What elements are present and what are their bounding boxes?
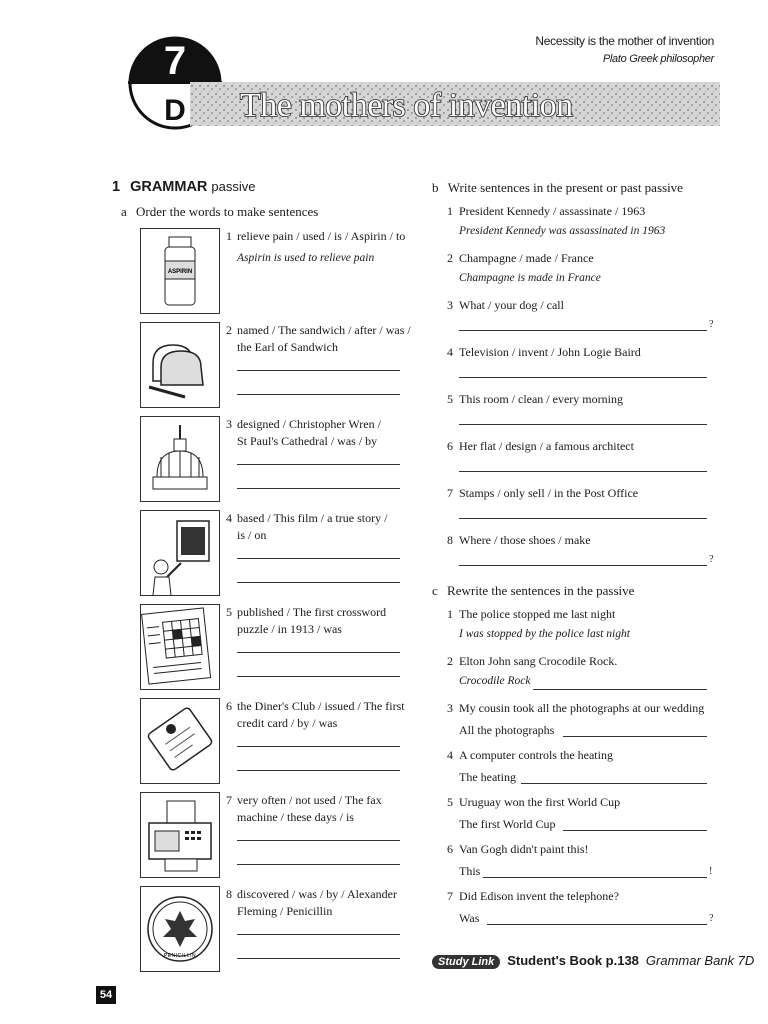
item-answer: Aspirin is used to relieve pain	[237, 252, 375, 264]
item-prompt: A computer controls the heating	[459, 748, 613, 762]
page-title: The mothers of invention	[240, 87, 573, 124]
item-answer: I was stopped by the police last night	[459, 628, 630, 640]
item-prompt: Where / those shoes / make	[459, 533, 591, 547]
item-words-line2: St Paul's Cathedral / was / by	[237, 434, 378, 448]
item-number: 1	[447, 607, 453, 621]
unit-number: 7	[163, 39, 187, 83]
part-b-item	[447, 297, 717, 314]
item-words-line2: puzzle / in 1913 / was	[237, 622, 342, 636]
study-link-badge: Study Link	[432, 955, 500, 969]
part-a-item	[226, 886, 411, 920]
part-b-item	[447, 250, 717, 267]
fax-picture	[140, 792, 220, 878]
item-answer: President Kennedy was assassinated in 1963	[459, 225, 666, 237]
item-words-line1: named / The sandwich / after / was /	[237, 323, 411, 337]
item-start: All the photographs	[459, 723, 555, 737]
answer-line[interactable]	[237, 676, 400, 677]
unit-letter: D	[164, 94, 186, 127]
item-prompt: Did Edison invent the telephone?	[459, 889, 619, 903]
part-b-text: Write sentences in the present or past passive	[447, 180, 683, 195]
part-a-item	[226, 322, 411, 356]
item-words-line1: designed / Christopher Wren /	[237, 417, 381, 431]
item-number: 3	[447, 701, 453, 715]
item-words-line1: published / The first crossword	[237, 605, 387, 619]
answer-line[interactable]	[459, 424, 707, 425]
section-title: GRAMMAR	[130, 179, 208, 195]
answer-line[interactable]	[237, 770, 400, 771]
answer-line[interactable]	[237, 394, 400, 395]
item-number: 8	[226, 887, 232, 901]
item-words-line1: the Diner's Club / issued / The first	[237, 699, 405, 713]
part-b-letter: b	[432, 180, 439, 195]
item-start: The first World Cup	[459, 817, 556, 831]
item-number: 2	[226, 323, 232, 337]
item-words-line1: discovered / was / by / Alexander	[237, 887, 397, 901]
answer-line[interactable]	[237, 746, 400, 747]
item-number: 7	[226, 793, 232, 807]
part-c-text: Rewrite the sentences in the passive	[447, 583, 635, 598]
answer-line[interactable]	[237, 488, 400, 489]
section-subtitle: passive	[211, 179, 256, 194]
item-number: 3	[447, 298, 453, 312]
aspirin-picture	[140, 228, 220, 314]
item-number: 2	[447, 654, 453, 668]
sandwich-picture	[140, 322, 220, 408]
item-number: 5	[226, 605, 232, 619]
item-prompt: President Kennedy / assassinate / 1963	[459, 204, 646, 218]
part-c-letter: c	[432, 583, 438, 598]
item-words-line1: based / This film / a true story /	[237, 511, 388, 525]
answer-line[interactable]	[563, 830, 707, 831]
aspirin-label: ASPIRIN	[167, 269, 193, 275]
item-words-line2: is / on	[237, 528, 267, 542]
answer-line[interactable]	[459, 518, 707, 519]
answer-line[interactable]	[237, 370, 400, 371]
study-link-ref: Grammar Bank 7D	[645, 953, 755, 968]
item-prompt: Elton John sang Crocodile Rock.	[459, 654, 618, 668]
penicillin-label: PENICILLIN	[163, 953, 197, 959]
item-words-line2: machine / these days / is	[237, 810, 354, 824]
part-c-instruction	[432, 583, 634, 599]
answer-line[interactable]	[483, 877, 707, 878]
item-number: 2	[447, 251, 453, 265]
answer-line[interactable]	[237, 840, 400, 841]
item-number: 1	[226, 229, 232, 243]
item-number: 5	[447, 392, 453, 406]
title-banner	[190, 76, 720, 132]
part-b-item	[447, 203, 717, 220]
header-quote	[535, 34, 714, 65]
part-b-item	[447, 532, 717, 549]
part-b-item	[447, 438, 717, 455]
part-a-item	[226, 416, 411, 450]
answer-line[interactable]	[563, 736, 707, 737]
part-c-item	[447, 794, 717, 811]
end-punctuation: ?	[709, 554, 714, 565]
item-words-line2: Fleming / Penicillin	[237, 904, 333, 918]
item-number: 4	[447, 345, 453, 359]
answer-line[interactable]	[459, 565, 707, 566]
part-b-item	[447, 344, 717, 361]
item-number: 7	[447, 486, 453, 500]
item-start: Crocodile Rock	[459, 675, 531, 687]
page-number: 54	[96, 986, 116, 1004]
end-punctuation: ?	[709, 913, 714, 924]
item-start: The heating	[459, 770, 516, 784]
answer-line[interactable]	[237, 558, 400, 559]
answer-line[interactable]	[237, 464, 400, 465]
part-a-item	[226, 604, 411, 638]
answer-line[interactable]	[237, 582, 400, 583]
item-prompt: Uruguay won the first World Cup	[459, 795, 621, 809]
study-link[interactable]	[432, 952, 754, 970]
quote-text: Necessity is the mother of invention	[535, 34, 714, 48]
item-start: This	[459, 864, 481, 878]
part-b-item	[447, 485, 717, 502]
item-number: 5	[447, 795, 453, 809]
part-c-item	[447, 841, 717, 858]
item-prompt: My cousin took all the photographs at our wedding	[459, 701, 705, 715]
crossword-picture	[140, 604, 220, 690]
cathedral-picture	[140, 416, 220, 502]
answer-line[interactable]	[237, 864, 400, 865]
section-heading	[112, 178, 255, 196]
item-number: 1	[447, 204, 453, 218]
item-prompt: What / your dog / call	[459, 298, 564, 312]
item-answer: Champagne is made in France	[459, 272, 601, 284]
item-words-line1: relieve pain / used / is / Aspirin / to	[237, 229, 406, 243]
part-c-item	[447, 747, 717, 764]
part-a-item	[226, 792, 411, 826]
item-number: 4	[226, 511, 232, 525]
answer-line[interactable]	[459, 330, 707, 331]
study-link-text: Student's Book p.138	[507, 953, 639, 968]
part-c-item	[447, 606, 717, 623]
answer-line[interactable]	[459, 471, 707, 472]
item-prompt: Stamps / only sell / in the Post Office	[459, 486, 639, 500]
item-number: 6	[226, 699, 232, 713]
item-prompt: Her flat / design / a famous architect	[459, 439, 634, 453]
part-c-item	[447, 653, 717, 670]
item-number: 6	[447, 439, 453, 453]
item-number: 4	[447, 748, 453, 762]
penicillin-picture	[140, 886, 220, 972]
item-words-line2: the Earl of Sandwich	[237, 340, 338, 354]
answer-line[interactable]	[237, 934, 400, 935]
answer-line[interactable]	[533, 689, 707, 690]
part-c-item	[447, 888, 717, 905]
item-number: 3	[226, 417, 232, 431]
part-a-item	[226, 510, 411, 544]
answer-line[interactable]	[521, 783, 707, 784]
answer-line[interactable]	[237, 958, 400, 959]
end-punctuation: ?	[709, 319, 714, 330]
part-c-item	[447, 700, 717, 717]
section-number: 1	[112, 179, 121, 195]
quote-author: Plato Greek philosopher	[602, 53, 714, 65]
item-start: Was	[459, 911, 480, 925]
part-a-letter: a	[121, 204, 127, 219]
item-prompt: Van Gogh didn't paint this!	[459, 842, 589, 856]
item-prompt: This room / clean / every morning	[459, 392, 623, 406]
part-a-text: Order the words to make sentences	[136, 204, 319, 219]
part-b-instruction	[432, 180, 683, 196]
part-a-item	[226, 698, 411, 732]
answer-line[interactable]	[459, 377, 707, 378]
part-b-item	[447, 391, 717, 408]
item-number: 7	[447, 889, 453, 903]
part-a-instruction	[121, 204, 318, 220]
item-number: 8	[447, 533, 453, 547]
credit-card-picture	[140, 698, 220, 784]
item-prompt: Champagne / made / France	[459, 251, 594, 265]
answer-line[interactable]	[237, 652, 400, 653]
item-prompt: The police stopped me last night	[459, 607, 616, 621]
item-prompt: Television / invent / John Logie Baird	[459, 345, 641, 359]
item-words-line1: very often / not used / The fax	[237, 793, 382, 807]
cinema-picture	[140, 510, 220, 596]
item-number: 6	[447, 842, 453, 856]
item-words-line2: credit card / by / was	[237, 716, 338, 730]
answer-line[interactable]	[487, 924, 707, 925]
end-punctuation: !	[709, 866, 713, 877]
